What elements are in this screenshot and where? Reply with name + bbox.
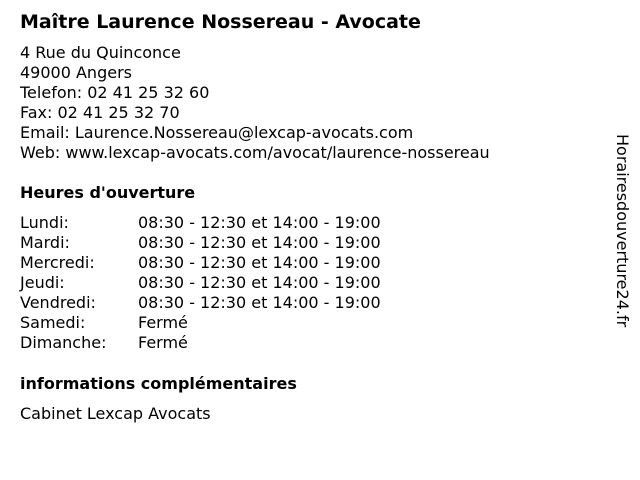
hours-heading: Heures d'ouverture	[20, 183, 196, 202]
day-label: Mercredi:	[20, 253, 95, 272]
watermark	[612, 134, 632, 346]
hours-row-tuesday	[20, 233, 381, 253]
hours-row-thursday	[20, 273, 381, 293]
day-label: Jeudi:	[20, 273, 65, 292]
time-value: 08:30 - 12:30 et 14:00 - 19:00	[138, 293, 381, 312]
day-label: Lundi:	[20, 213, 69, 232]
website-url: Web: www.lexcap-avocats.com/avocat/laurence-nossereau	[20, 143, 490, 162]
time-value: 08:30 - 12:30 et 14:00 - 19:00	[138, 233, 381, 252]
address-block	[20, 43, 490, 163]
time-value: 08:30 - 12:30 et 14:00 - 19:00	[138, 213, 381, 232]
info-heading: informations complémentaires	[20, 374, 297, 393]
time-value: 08:30 - 12:30 et 14:00 - 19:00	[138, 273, 381, 292]
hours-row-wednesday	[20, 253, 381, 273]
time-value: Fermé	[138, 313, 188, 332]
hours-row-friday	[20, 293, 381, 313]
opening-hours-table	[20, 213, 381, 353]
day-label: Vendredi:	[20, 293, 96, 312]
fax-number: Fax: 02 41 25 32 70	[20, 103, 180, 122]
email-address: Email: Laurence.Nossereau@lexcap-avocats.com	[20, 123, 414, 142]
day-label: Dimanche:	[20, 333, 107, 352]
phone-number: Telefon: 02 41 25 32 60	[20, 83, 210, 102]
time-value: 08:30 - 12:30 et 14:00 - 19:00	[138, 253, 381, 272]
hours-row-monday	[20, 213, 381, 233]
day-label: Mardi:	[20, 233, 70, 252]
page-title: Maître Laurence Nossereau - Avocate	[20, 11, 421, 33]
hours-row-saturday	[20, 313, 381, 333]
street-address: 4 Rue du Quinconce	[20, 43, 181, 62]
hours-row-sunday	[20, 333, 381, 353]
info-text: Cabinet Lexcap Avocats	[20, 404, 211, 423]
city-postcode: 49000 Angers	[20, 63, 132, 82]
watermark-text: Horairesdouverture24.fr	[613, 134, 632, 328]
day-label: Samedi:	[20, 313, 86, 332]
time-value: Fermé	[138, 333, 188, 352]
